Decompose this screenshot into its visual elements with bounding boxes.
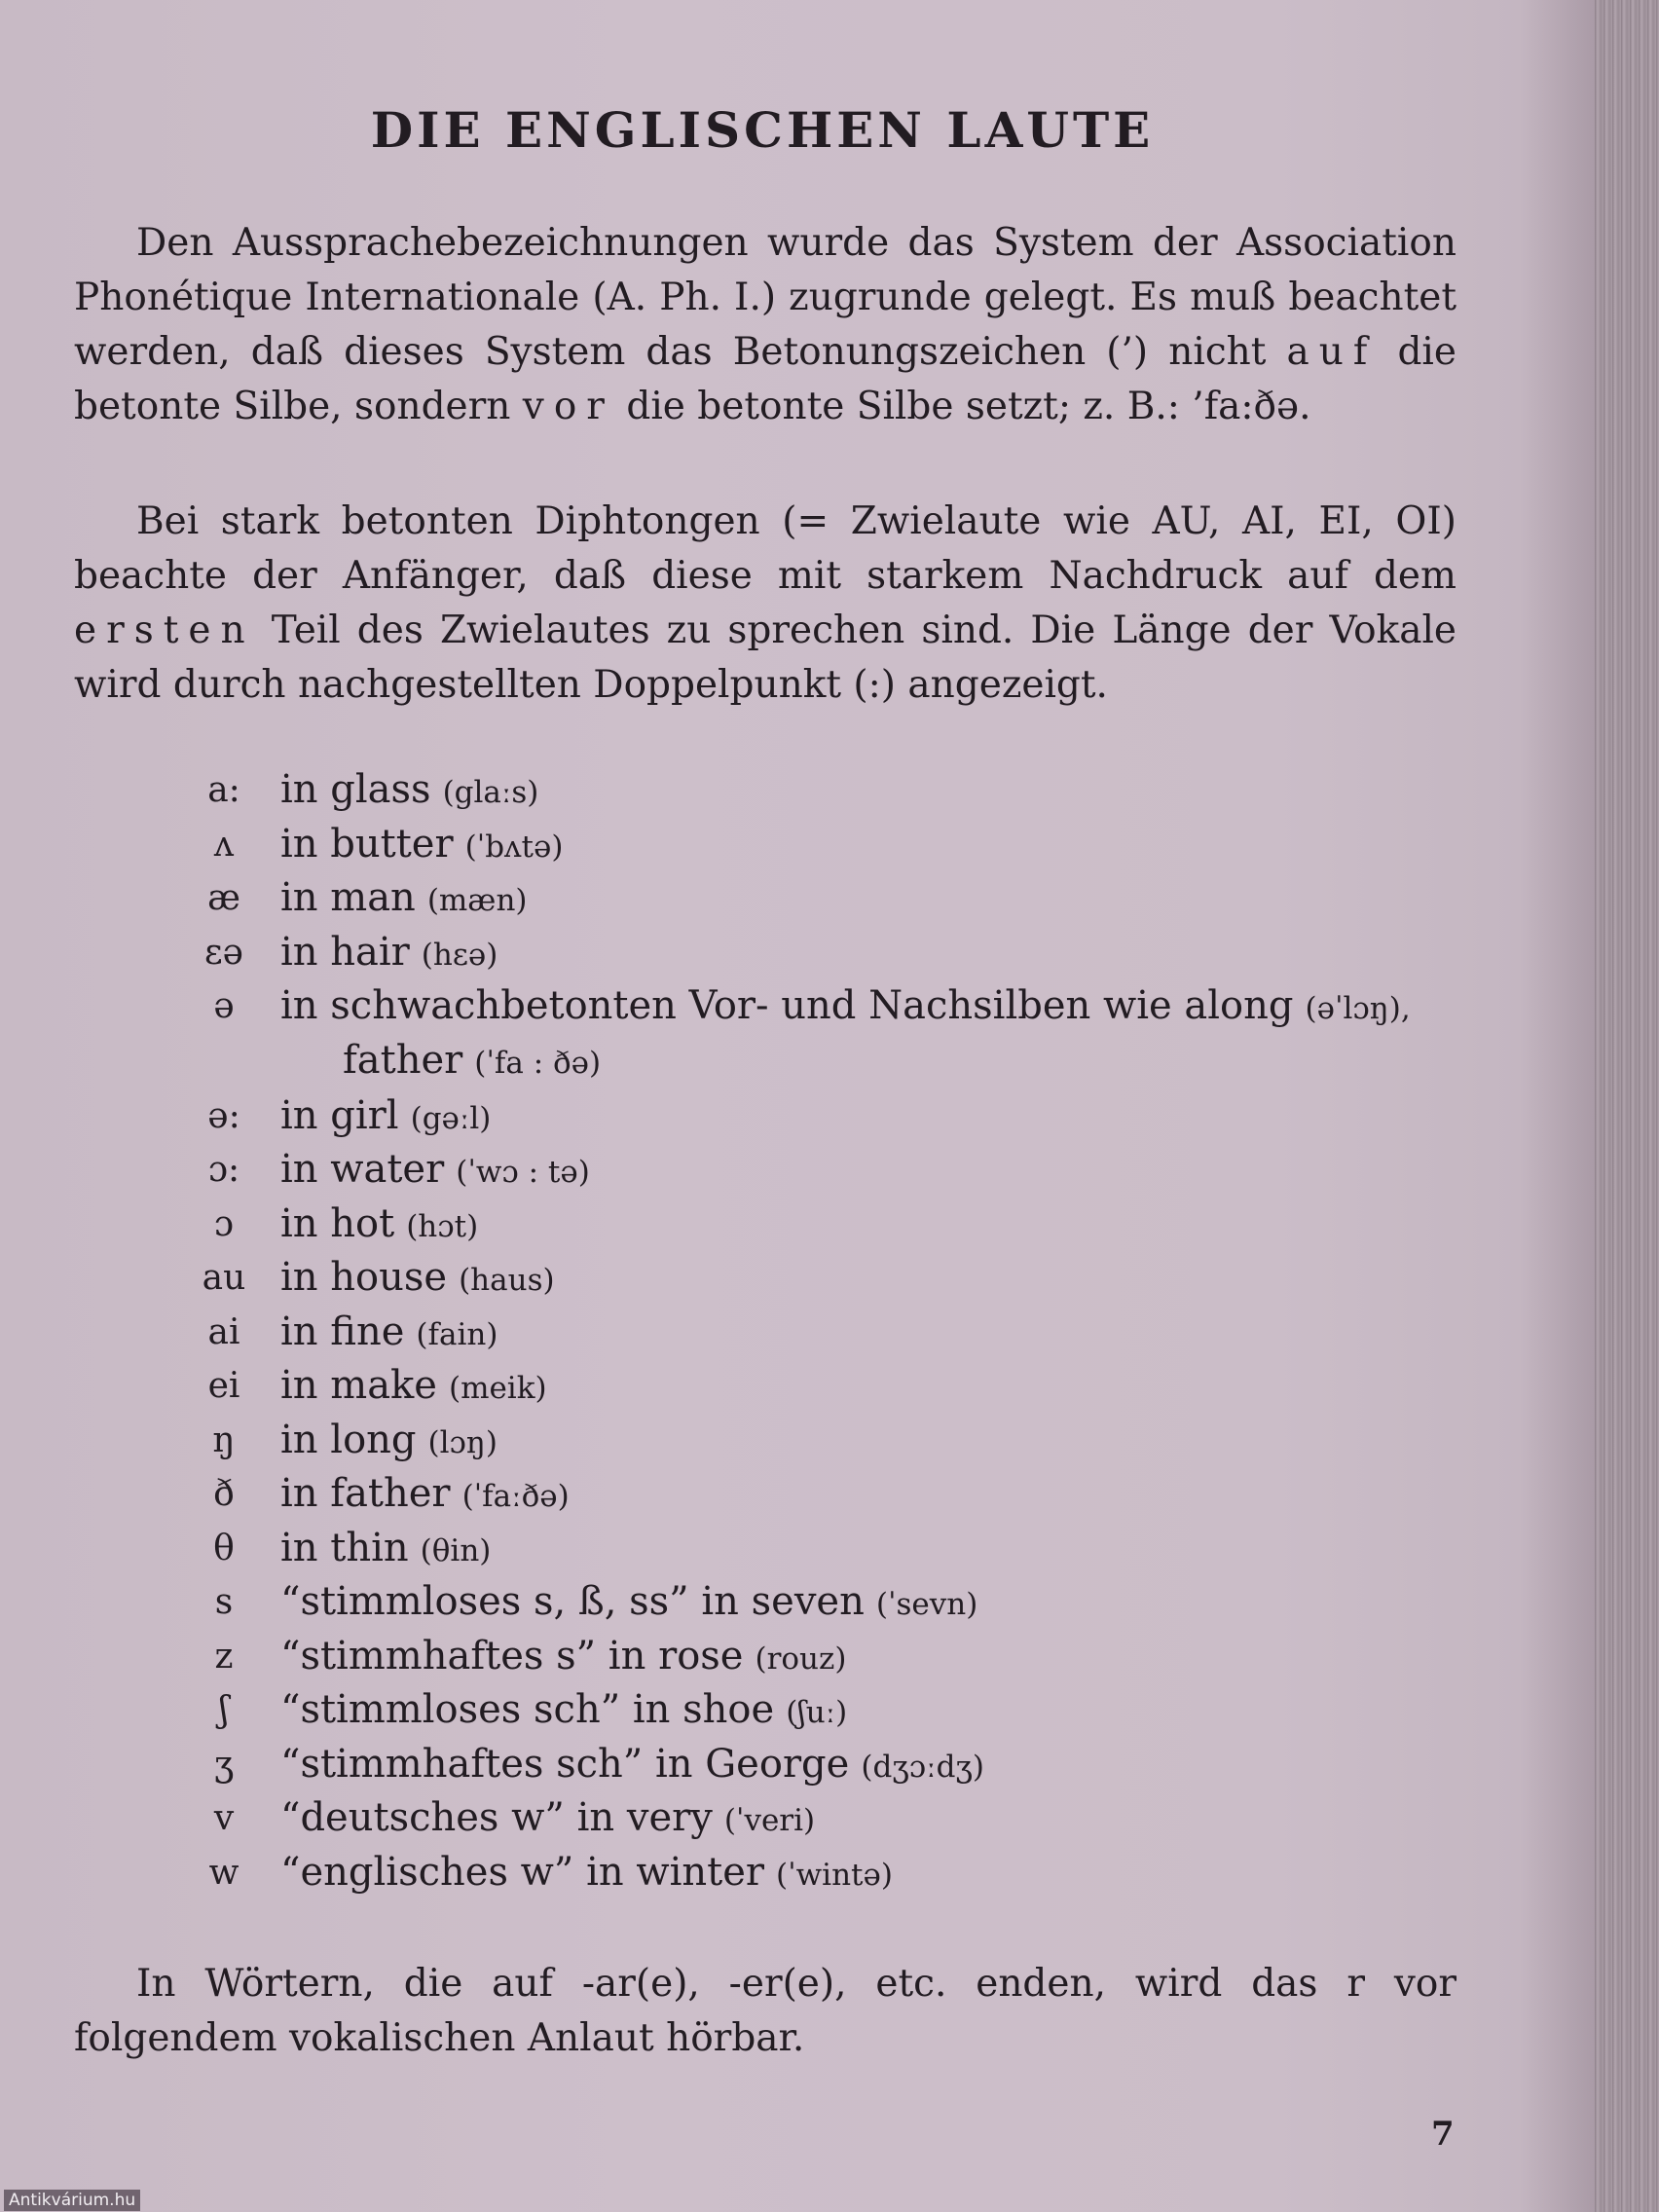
example-text: “deutsches w” in very xyxy=(280,1795,713,1840)
list-item xyxy=(175,926,1480,980)
pronunciation: (ˈfa : ðə) xyxy=(474,1045,602,1081)
page-shadow xyxy=(1519,0,1595,2212)
list-item xyxy=(175,1467,1480,1522)
list-item xyxy=(175,763,1480,818)
phonetic-symbol: ɛə xyxy=(204,932,243,973)
page-number: 7 xyxy=(1431,2115,1455,2154)
pronunciation: (hɔt) xyxy=(406,1208,479,1244)
pronunciation: (meik) xyxy=(448,1371,547,1406)
pronunciation: (ˈwintə) xyxy=(776,1857,893,1893)
example-text: in make xyxy=(280,1363,437,1408)
list-item xyxy=(175,1089,1480,1144)
example-text: “stimmhaftes s” in rose xyxy=(280,1633,744,1678)
pronunciation: (mæn) xyxy=(426,883,528,918)
list-item xyxy=(175,818,1480,872)
phonetic-symbol: θ xyxy=(213,1528,235,1568)
list-item xyxy=(175,1143,1480,1198)
list-item xyxy=(175,1575,1480,1630)
phonetic-symbol: ɔ: xyxy=(207,1150,240,1190)
example-text: in hot xyxy=(280,1200,395,1246)
phonetic-symbol: ai xyxy=(207,1311,240,1352)
pronunciation: (dʒɔːdʒ) xyxy=(861,1749,985,1785)
phonetic-symbol: au xyxy=(202,1258,246,1298)
pronunciation: (θin) xyxy=(420,1532,492,1568)
list-item xyxy=(175,1522,1480,1576)
example-text: in water xyxy=(280,1147,445,1192)
intro-paragraph: Den Aussprachebezeichnungen wurde das System der Association Phonétique Internationale (A. Ph. I.) zugrunde gelegt. Es muß beachtet werden, daß dieses System das Betonungszeichen (’) nicht auf die betonte Silbe, sondern vor die betonte Silbe setzt; z. B.: ’fa:ðə. xyxy=(74,221,1456,428)
phonetic-symbol: ŋ xyxy=(212,1419,236,1460)
example-text: in house xyxy=(280,1255,448,1300)
emphasis-auf: auf xyxy=(1286,330,1378,374)
diphthong-paragraph: Bei stark betonten Diphtongen (= Zwielaute wie AU, AI, EI, OI) beachte der Anfänger, daß diese mit starkem Nachdruck auf dem ersten Teil des Zwielautes zu sprechen sind. Die Länge der Vokale wird durch nachgestellten Doppelpunkt (:) angezeigt. xyxy=(74,499,1456,707)
phonetic-symbol: s xyxy=(214,1582,234,1622)
phonetic-symbol: æ xyxy=(207,878,240,918)
phonetic-symbol: ð xyxy=(213,1474,235,1514)
pronunciation: (ˈbʌtə) xyxy=(464,829,564,865)
pronunciation: (ʃuː) xyxy=(786,1695,848,1730)
list-item xyxy=(175,1251,1480,1306)
example-text: “stimmloses s, ß, ss” in seven xyxy=(280,1579,865,1624)
example-text: in man xyxy=(280,875,416,920)
example-text: in father xyxy=(280,1471,451,1516)
example-text: “englisches w” in winter xyxy=(280,1849,765,1895)
example-text: in girl xyxy=(280,1092,399,1138)
phonetic-symbol: z xyxy=(214,1636,234,1677)
list-item xyxy=(175,871,1480,926)
list-item xyxy=(175,1630,1480,1684)
list-item xyxy=(175,1683,1480,1738)
list-item xyxy=(175,1414,1480,1468)
pronunciation: (hɛə) xyxy=(421,937,498,973)
example-text: in butter xyxy=(280,821,454,866)
example-text: in fine xyxy=(280,1309,405,1354)
example-text: in glass xyxy=(280,767,431,812)
pronunciation: (ˈveri) xyxy=(723,1803,816,1838)
page-edge xyxy=(1595,0,1659,2212)
list-item xyxy=(175,1306,1480,1360)
example-text: father xyxy=(343,1037,463,1083)
pronunciation: (glaːs) xyxy=(442,775,539,810)
example-text: “stimmloses sch” in shoe xyxy=(280,1687,775,1732)
phonetic-symbol: ʃ xyxy=(219,1690,229,1730)
example-text: in schwachbetonten Vor- und Nachsilben wie along xyxy=(280,983,1294,1028)
list-item xyxy=(175,1791,1480,1846)
pronunciation: (gəːl) xyxy=(410,1100,492,1136)
page-title: DIE ENGLISCHEN LAUTE xyxy=(370,101,1155,159)
phonetic-symbol: ʌ xyxy=(213,824,235,865)
closing-paragraph: In Wörtern, die auf -ar(e), -er(e), etc. enden, wird das r vor folgendem vokalischen Anlaut hörbar. xyxy=(74,1962,1456,2060)
example-text: in thin xyxy=(280,1525,409,1570)
phonetic-symbol: ə: xyxy=(207,1095,240,1136)
watermark: Antikvárium.hu xyxy=(4,2190,140,2211)
phonetic-symbol: ei xyxy=(207,1366,240,1406)
phonetic-symbol: ə xyxy=(213,986,235,1026)
list-item-continuation xyxy=(175,1034,1480,1089)
pronunciation: (fain) xyxy=(416,1316,498,1352)
emphasis-vor: vor xyxy=(522,385,614,428)
example-text: in long xyxy=(280,1417,417,1462)
phonetic-symbol: w xyxy=(208,1852,240,1893)
phonetic-symbol: v xyxy=(213,1798,235,1838)
pronunciation: (haus) xyxy=(459,1263,555,1298)
pronunciation: (lɔŋ) xyxy=(427,1424,498,1460)
phonetic-symbol: ɔ xyxy=(213,1203,235,1244)
example-text: in hair xyxy=(280,929,410,975)
pronunciation: (rouz) xyxy=(755,1641,847,1677)
list-item xyxy=(175,1846,1480,1900)
pronunciation: (ˈfaːðə) xyxy=(461,1479,570,1514)
list-item xyxy=(175,1359,1480,1414)
phonetic-symbol: a: xyxy=(207,770,240,810)
pronunciation: (əˈlɔŋ), xyxy=(1305,991,1411,1026)
emphasis-ersten: ersten xyxy=(74,608,255,652)
list-item xyxy=(175,1198,1480,1252)
list-item xyxy=(175,1738,1480,1792)
sound-list xyxy=(175,763,1480,1899)
phonetic-symbol: ʒ xyxy=(213,1744,235,1785)
pronunciation: (ˈsevn) xyxy=(875,1587,978,1622)
pronunciation: (ˈwɔ : tə) xyxy=(456,1155,590,1190)
list-item xyxy=(175,979,1480,1034)
example-text: “stimmhaftes sch” in George xyxy=(280,1741,850,1787)
